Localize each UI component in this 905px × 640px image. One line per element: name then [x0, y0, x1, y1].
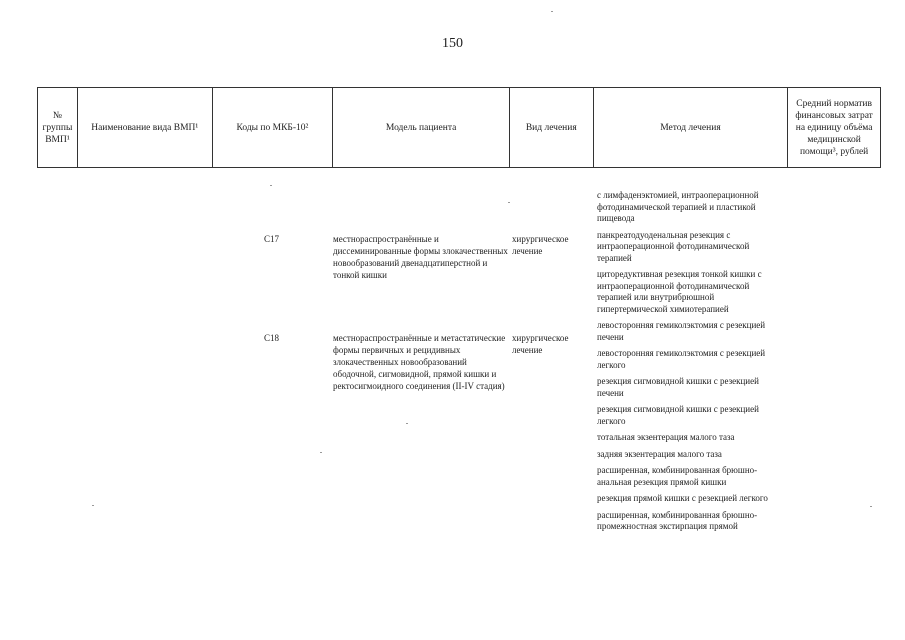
method-item: с лимфаденэктомией, интраоперационной фотодинамической терапией и пластикой пищевода: [597, 190, 759, 223]
row-code: C18: [264, 333, 280, 343]
method-item: резекция сигмовидной кишки с резекцией печени: [597, 376, 759, 398]
scan-speck: [870, 506, 872, 507]
method-item: циторедуктивная резекция тонкой кишки с интраоперационной фотодинамической терапией или внутрибрюшной гипертермической химиотерапией: [597, 269, 762, 314]
scan-speck: [508, 202, 510, 203]
method-item: расширенная, комбинированная брюшно-анальная резекция прямой кишки: [597, 465, 758, 487]
row-patient-model: местнораспространённые и метастатические формы первичных и рецидивных злокачественных новообразований ободочной, сигмовидной, прямой кишки и ректосигмоидного соединения (II-IV стадия): [333, 333, 506, 391]
scan-speck: [551, 11, 553, 12]
row-treatment-type: хирургическое лечение: [512, 333, 569, 355]
header-average-cost: Средний норматив финансовых затрат на единицу объёма медицинской помощи³, рублей: [795, 98, 873, 157]
method-item: левосторонняя гемиколэктомия с резекцией легкого: [597, 348, 766, 370]
method-item: расширенная, комбинированная брюшно-промежностная экстирпация прямой: [597, 509, 758, 531]
scan-speck: [406, 423, 408, 424]
page-number: 150: [442, 36, 463, 51]
row-treatment-type: хирургическое лечение: [512, 234, 569, 256]
row-code: C17: [264, 234, 280, 244]
header-icd-codes: Коды по МКБ-10²: [213, 88, 334, 167]
method-item: резекция прямой кишки с резекцией легкого: [597, 493, 768, 503]
row-patient-model: местнораспространённые и диссеминированные формы злокачественных новообразований двенадцатиперстной и тонкой кишки: [333, 234, 508, 280]
method-item: задняя экзентерация малого таза: [597, 448, 722, 459]
treatment-methods-list: [597, 190, 785, 538]
header-treatment-type: Вид лечения: [510, 88, 594, 167]
table-header: [37, 87, 881, 168]
header-group-number: № группы ВМП¹: [38, 88, 78, 167]
header-patient-model: Модель пациента: [333, 88, 510, 167]
scan-speck: [92, 505, 94, 506]
method-item: панкреатодуоденальная резекция с интраоперационной фотодинамической терапией: [597, 229, 750, 263]
method-item: тотальная экзентерация малого таза: [597, 432, 735, 442]
scan-speck: [320, 452, 322, 453]
header-treatment-method: Метод лечения: [594, 88, 789, 167]
method-item: левосторонняя гемиколэктомия с резекцией печени: [597, 320, 766, 342]
method-item: резекция сигмовидной кишки с резекцией легкого: [597, 404, 759, 426]
scan-speck: [270, 185, 272, 186]
header-vmp-name: Наименование вида ВМП¹: [78, 88, 213, 167]
